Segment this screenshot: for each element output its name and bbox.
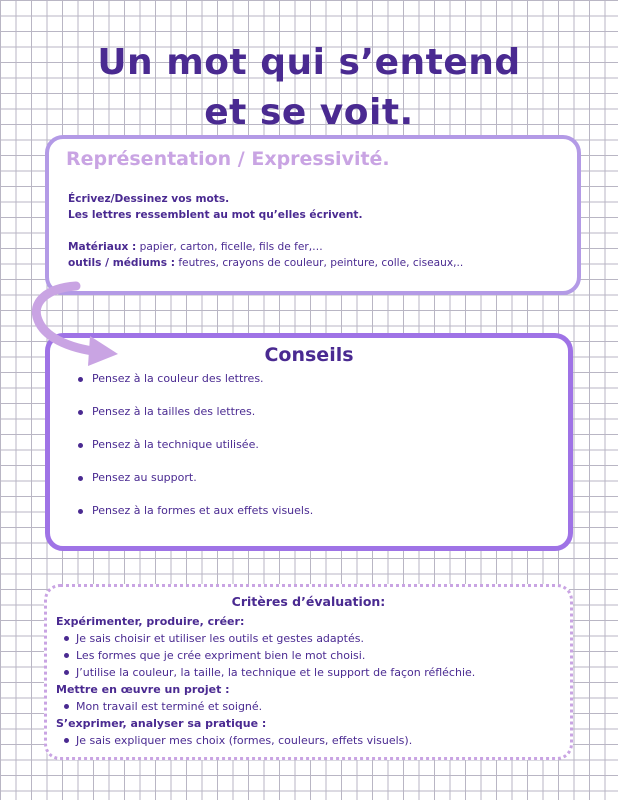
list-item: Pensez à la couleur des lettres. xyxy=(78,371,313,404)
tools-value: feutres, crayons de couleur, peinture, colle, ciseaux,.. xyxy=(174,257,464,269)
representation-text xyxy=(68,191,568,271)
list-item: Mon travail est terminé et soigné. xyxy=(56,698,561,715)
list-item: Pensez à la technique utilisée. xyxy=(78,437,313,470)
list-item: Je sais choisir et utiliser les outils et gestes adaptés. xyxy=(56,630,561,647)
instruction-line-2: Les lettres ressemblent au mot qu’elles écrivent. xyxy=(68,209,363,221)
materials-line xyxy=(68,239,568,255)
materials-value: papier, carton, ficelle, fils de fer,… xyxy=(136,241,323,253)
materials-label: Matériaux : xyxy=(68,241,137,253)
instruction-line-1: Écrivez/Dessinez vos mots. xyxy=(68,193,230,205)
representation-box xyxy=(45,135,581,295)
list-item: Les formes que je crée expriment bien le mot choisi. xyxy=(56,647,561,664)
list-item: Pensez à la tailles des lettres. xyxy=(78,404,313,437)
list-item: Pensez à la formes et aux effets visuels. xyxy=(78,503,313,536)
title-line-2: et se voit. xyxy=(204,92,414,133)
tools-line xyxy=(68,255,568,271)
page-title xyxy=(0,38,618,138)
tools-label: outils / médiums : xyxy=(68,257,175,269)
curved-arrow-icon xyxy=(26,278,126,368)
title-line-1: Un mot qui s’entend xyxy=(97,42,521,83)
list-item: Je sais expliquer mes choix (formes, couleurs, effets visuels). xyxy=(56,732,561,749)
criteres-section-title: Mettre en œuvre un projet : xyxy=(56,683,230,696)
criteres-heading: Critères d’évaluation: xyxy=(231,594,386,609)
conseils-heading: Conseils xyxy=(264,344,354,366)
list-item: Pensez au support. xyxy=(78,470,313,503)
criteres-box xyxy=(44,584,573,760)
conseils-list xyxy=(78,371,313,536)
representation-heading: Représentation / Expressivité. xyxy=(66,148,390,170)
criteres-body xyxy=(56,613,561,749)
list-item: J’utilise la couleur, la taille, la technique et le support de façon réfléchie. xyxy=(56,664,561,681)
criteres-section-title: S’exprimer, analyser sa pratique : xyxy=(56,717,267,730)
criteres-section-title: Expérimenter, produire, créer: xyxy=(56,615,245,628)
